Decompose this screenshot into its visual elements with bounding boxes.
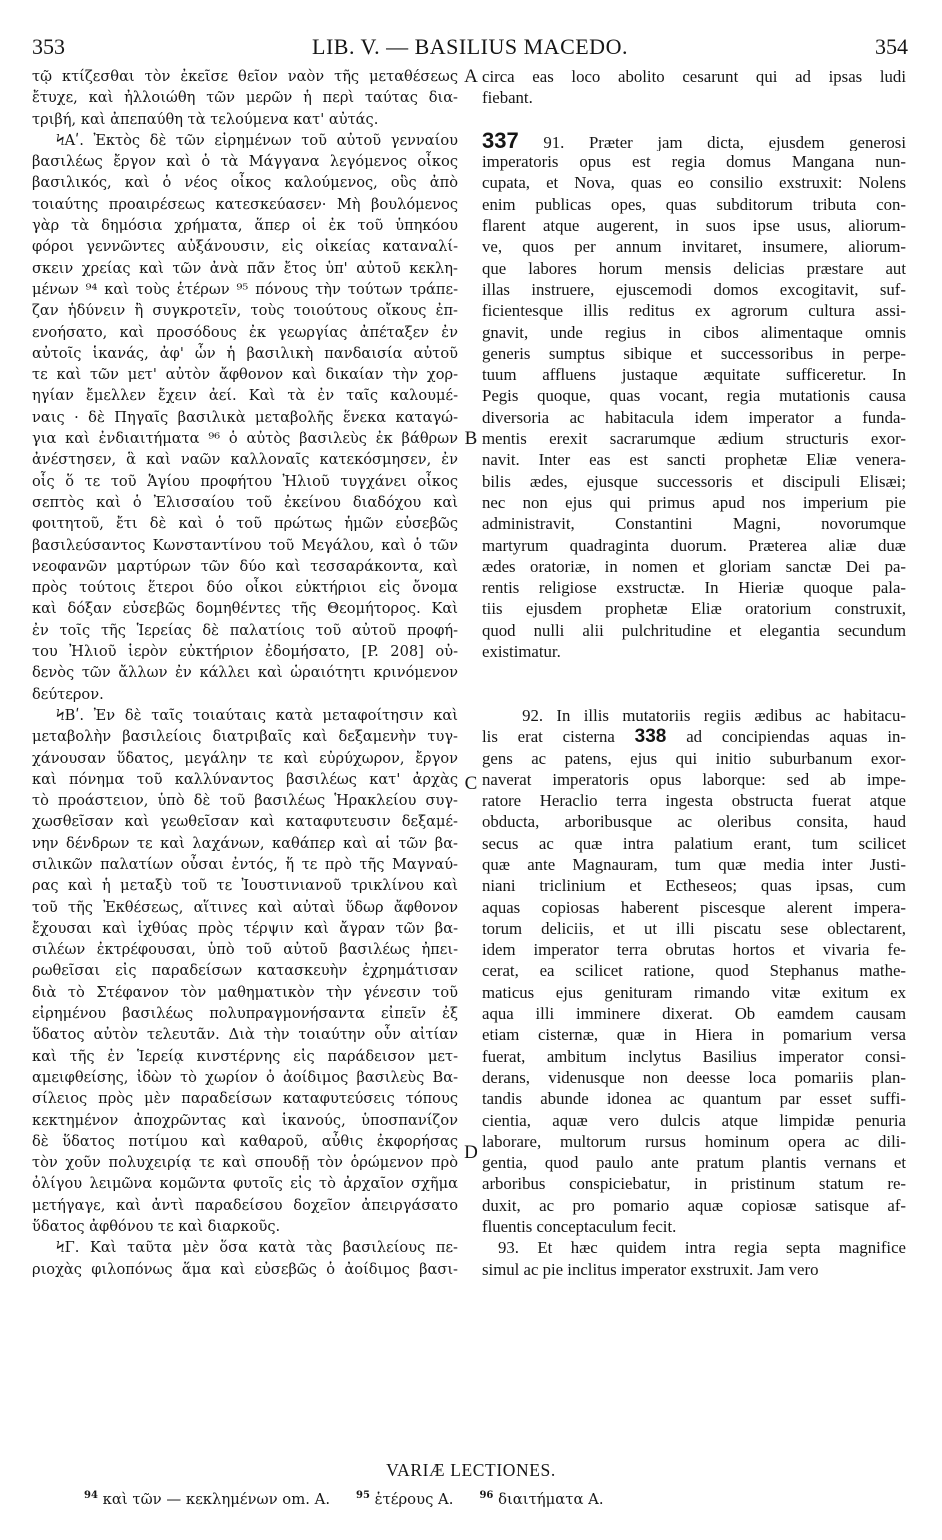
greek-line: ενοήσατο, καὶ προσόδους ἐκ γεωργίας ἀπέταξεν ἐν [32,323,458,341]
latin-line: 92. In illis mutatoriis regiis ædibus ac habitacu- [522,705,906,725]
section-marker-b: B [464,428,478,449]
greek-line: μεταβολὴν βασιλείοις διατριβαῖς καὶ δεξαμενὴν τυγ- [32,728,458,746]
latin-line: ratore Heraclio terra ingesta obstructa fuerat atque [482,791,906,811]
latin-line: simul ac pie inclitus imperator exstruxit. Jam vero [482,1259,819,1279]
latin-line: niani triclinium et Ectheseos; quas ipsas, cum [482,876,906,896]
latin-line: martyrum quadraginta duorum. Præterea aliæ duæ [482,535,906,555]
greek-line: τῷ κτίζεσθαι τὸν ἐκεῖσε θεῖον ναὸν τῆς μεταθέσεως [32,68,458,85]
latin-line: maticus ejus genituram rimando vitæ exitum ex [482,982,906,1002]
latin-line: fluentis conceptaculum fecit. [482,1217,677,1237]
latin-line: gnavit, unde regius in cibos alimentaque omnis [482,322,906,342]
section-marker-c: C [464,773,478,794]
latin-line: ve, quos per annum invitaret, insumere, aliorum- [482,237,906,257]
greek-line: τε καὶ τῶν μετ' αὐτὸν ἄφθονον καὶ δικαίαν τὴν χορ- [32,366,458,384]
latin-line: fuerat, ambitum inclytus Basilius imperator consi- [482,1046,906,1066]
greek-line: ἀνέστησεν, ἃ καὶ ναῶν καλλοναῖς κατεκόσμησεν, ἐν [32,451,458,469]
latin-line: tandis abunde idonea ac quantum par esset suffi- [482,1089,906,1109]
latin-line: gens ac patens, ejus qui initio suburbanum exor- [482,748,906,768]
latin-line: cupata, et Nova, quas eo consilio exstruxit: Nolens [482,173,906,193]
greek-line: δενὸς τῶν ἄλλων ἐν κάλλει καὶ ὡραιότητι κρινόμενον [32,664,458,682]
latin-line: enim publicas opes, quas subditorum tributa con- [482,194,906,214]
greek-line: ἔτυχε, καὶ ἠλλοιώθη τῶν μερῶν ἡ περὶ ταύτας δια- [32,89,458,107]
greek-line: κεκτημένον ἀποχρῶντας καὶ ἱκανούς, ὑποσπανίζον [32,1111,458,1129]
greek-line: τοῦ τῆς Ἐκθέσεως, αἵτινες καὶ αὐταὶ ὕδωρ ἄφθονον [32,898,458,916]
latin-line: generis sumptus sibique et successoribus in perpe- [482,343,906,363]
latin-line: mentis erexit sacrarumque ædium structuris exor- [482,429,906,449]
latin-line: navit. Inter eas est sancti prophetæ Eliæ venera- [482,450,906,470]
footnote-number: 96 [479,1490,494,1501]
footnote-text: διαιτήματα A. [498,1490,604,1508]
latin-line: nec non ejus qui primus apud nos imperium pie [482,492,906,512]
latin-text-column [482,66,906,1280]
greek-line: βασιλικός, καὶ ὁ νέος οἶκος καλούμενος, οὓς ἀπὸ [32,174,458,192]
variant-reading [356,1491,453,1508]
greek-line: μένων ⁹⁴ καὶ τοὺς ἑτέρων ⁹⁵ πόνους τὴν τούτων τράπε- [32,280,458,298]
latin-line: administravit, Constantini Magni, novorumque [482,514,906,534]
latin-line: tuum affluens justaque æquitate sufficeretur. In [482,365,906,385]
greek-line: τὸν χοῦν πολυχειρίᾳ τε καὶ σπουδῇ τὸν ὁρώμενον πρὸ [32,1154,458,1172]
greek-line: ϞΓ. Καὶ ταῦτα μὲν ὅσα κατὰ τὰς βασιλείους πε- [56,1239,458,1257]
latin-line: existimatur. [482,642,561,662]
greek-line: βασιλέως ἔργον καὶ ὁ τὰ Μάγγανα λεγόμενος οἶκος [32,153,458,171]
latin-line: que labores horum mensis delicias præstare aut [482,258,906,278]
latin-line: 93. Et hæc quidem intra regia septa magnifice [498,1238,906,1258]
paragraph-gap [482,662,906,683]
latin-line: lis erat cisterna 338 ad concipiendas aquas in- [482,726,906,748]
latin-line: 337 91. Præter jam dicta, ejusdem generosi [482,129,906,152]
greek-line: σιλικῶν παλατίων οὖσαι ἐντός, ἥ τε πρὸ τῆς Μαγναύ- [32,855,458,873]
footnote-number: 95 [356,1490,370,1501]
latin-line: secus ac quæ intra palatium erant, tum scilicet [482,833,906,853]
greek-line: χάνουσαν ὕδατος, μεγάλην τε καὶ εὐρύχωρον, ἔργον [32,749,458,767]
section-marker-d: D [464,1142,478,1163]
latin-line: arboribus conspiciebatur, in pristinum statum re- [482,1174,906,1194]
greek-line: πρὸς τούτοις ἕτεροι δύο οἶκοι εὐκτήριοι εἰς ὄνομα [32,579,458,597]
greek-line: ἐν τοῖς τῆς Ἱερείας δὲ παλατίοις τοῦ αὐτοῦ προφή- [32,621,458,639]
greek-line: διὰ τὸ Στέφανον τὸν μαθηματικὸν τὴν γένεσιν τοῦ [32,983,458,1001]
latin-line: etiam cisternæ, quæ in Hiera in pomarium versa [482,1025,906,1045]
latin-line: circa eas loco abolito cesarunt qui ad ipsas ludi [482,67,906,86]
greek-line: τοιαύτης προαιρέσεως κατεσκεύασεν· Μὴ βουλόμενος [32,195,458,213]
latin-line: illas instruere, ejuscemodi domos excogitavit, suf- [482,279,906,299]
greek-line: φοιτητοῦ, ἔτι δὲ καὶ ὁ τοῦ πρώτως ἡμῶν εὐσεβῶς [32,515,458,533]
latin-line: Pegis quoque, quas vocant, regia mutationis causa [482,386,906,406]
latin-line: diversoria ac habitacula idem imperator a funda- [482,407,906,427]
latin-line: derans, videnusque non deesse loca pomariis plan- [482,1067,906,1087]
greek-line: δεύτερον. [32,685,104,703]
greek-line: τριβή, καὶ ἀπεπαύθη τὰ τελούμενα κατ' αὐτάς. [32,110,379,128]
greek-line: για καὶ ἐνδιαιτήματα ⁹⁶ ὁ αὐτὸς βασιλεὺς ἐκ βάθρων [32,430,458,448]
footnote-number: 94 [84,1490,98,1501]
greek-line: ηγίαν ἔμελλεν ἔχειν ἀεί. Καὶ τὰ ἐν ταῖς καλουμέ- [32,387,458,405]
latin-line: quod nulli alii pulchritudine et elegantia secundum [482,620,906,640]
latin-line: rentis religiose exstructæ. In Hieriæ quoque pala- [482,578,906,598]
greek-line: σεπτὸς καὶ ὁ Ἐλισσαίου τοῦ ἐκείνου διαδόχου καὶ [32,493,458,511]
latin-line: naverat imperatoris opus laborque: sed ab impe- [482,769,906,789]
greek-line: φόροι γεννῶντες αὐξάνουσιν, εἰς οἰκείας καταναλί- [32,238,458,256]
greek-line: του Ἠλιοῦ ἱερὸν εὐκτήριον ἐδομήσατο, [P. 208] οὐ- [32,643,458,661]
latin-line: quæ ante Magnauram, tum quæ media inter Justi- [482,854,906,874]
latin-line: ficientesque illis reditus ex agrorum cultura assi- [482,301,906,321]
greek-line: καὶ πόνημα τοῦ καλλύναντος βασιλέως κατ' ἀρχὰς [32,770,458,788]
latin-line: imperatoris opus est regia domus Mangana nun- [482,152,906,172]
greek-line: τὸ προάστειον, ὑπὸ δὲ τοῦ βασιλέως Ἡρακλείου συγ- [32,792,458,810]
greek-line: ναις · δὲ Πηγαῖς βασιλικὰ μεταβολῆς ἕνεκα καταγώ- [32,408,458,426]
latin-line: fiebant. [482,88,533,108]
latin-line: obducta, arboribusque ac oleribus consita, haud [482,812,906,832]
greek-line: βασιλεύσαντος Κωνσταντίνου τοῦ Μεγάλου, καὶ ὁ τῶν [32,536,458,554]
greek-line: ϞΑʹ. Ἐκτὸς δὲ τῶν εἰρημένων τοῦ αὐτοῦ γενναίου [56,131,458,149]
greek-line: χωσθεῖσαν καὶ γεωθεῖσαν καὶ καταφυτευσιν δεξαμέ- [32,813,458,831]
greek-line: καὶ τῆς ἐν Ἱερείᾳ κινστέρνης εἰς παράδεισον μετ- [32,1047,458,1065]
greek-line: νην δένδρων τε καὶ λαχάνων, καθάπερ καὶ αἱ τῶν βα- [32,834,458,852]
page-number-right: 354 [875,34,908,59]
variant-reading [84,1491,330,1508]
greek-line: ἔχουσαι καὶ ἰχθύας πρὸς τέρψιν καὶ ἄγραν τῶν βα- [32,919,458,937]
greek-line: ρας καὶ ἡ μεταξὺ τοῦ τε Ἰουστινιανοῦ τρικλίνου καὶ [32,877,458,895]
latin-line: duxit, ac pro pomario aquæ copiosæ satisque af- [482,1195,906,1215]
footnote-text: ἑτέρους A. [374,1490,454,1508]
latin-line: cientia, aquæ vero dulcis atque limpidæ penuria [482,1110,906,1130]
latin-line: tiis ejusdem prophetæ Eliæ oratorium construxit, [482,599,906,619]
greek-line: εἰρημένου βασιλέως πολυπραγμονήσαντα εἰπεῖν ἐξ [32,1005,458,1023]
greek-text-column [32,66,458,1280]
greek-line: καὶ δόξαν εὐσεβῶς δομηθέντες τῆς Θεομήτορος. Καὶ [32,600,458,618]
latin-line: bilis ædes, ejusque successoris et discipuli Elisæi; [482,471,906,491]
latin-line: laborare, multorum rursus hominum opera ac dili- [482,1131,906,1151]
greek-line: ζαν ἡδύνειν ἢ συγκροτεῖν, τοὺς τοιούτους οἴκους ἐπ- [32,302,458,320]
greek-line: ὕδατος ἀφθόνου τε καὶ διαρκοῦς. [32,1218,281,1236]
variae-lectiones-title: VARIÆ LECTIONES. [386,1460,556,1480]
greek-line: ρωθεῖσαι εἰς παραδείσων κατασκευὴν ἐχρημάτισαν [32,962,458,980]
greek-line: ὀλίγου λειμῶνα κομῶντα φυτοῖς εἰς τὸ ἀρχαῖον σχῆμα [32,1175,458,1193]
variant-readings [84,1485,904,1510]
greek-line: δὲ ὕδατος ποτίμου καὶ καθαροῦ, αὖθις ἐκφορήσας [32,1132,458,1150]
latin-line: gentia, quod paulo ante pratum plantis vernans et [482,1153,906,1173]
section-marker-a: A [464,66,478,87]
greek-line: μετήγαγε, καὶ ἀντὶ παραδείσου δοχεῖον ἀπειργάσατο [32,1196,458,1214]
greek-line: σιλέων ἐκτρέφουσαι, ὑπὸ τοῦ αὐτοῦ βασιλέως ἠπει- [32,941,458,959]
page-number-left: 353 [32,34,65,59]
margin-page-number: 338 [634,726,667,748]
margin-page-number: 337 [482,129,519,152]
paragraph-gap [482,109,906,130]
greek-line: ϞΒʹ. Ἐν δὲ ταῖς τοιαύταις κατὰ μεταφοίτησιν καὶ [56,706,458,724]
greek-line: ὕδατος αὐτὸν τελευτᾶν. Διὰ τὴν τοιαύτην οὖν αἰτίαν [32,1026,458,1044]
latin-line: aqua illi imminere dixerat. Ob eamdem causam [482,1004,906,1024]
paragraph-gap [482,684,906,705]
latin-line: ædes oratoriæ, in nomen et gloriam sanctæ Dei pa- [482,556,906,576]
latin-line: aquas copiosas haberent piscesque alerent impera- [482,897,906,917]
greek-line: αὐτοῖς ἱκανάς, ἀφ' ὧν ἡ βασιλικὴ πανδαισία αὐτοῦ [32,344,458,362]
running-title: LIB. V. — BASILIUS MACEDO. [312,34,628,59]
greek-line: νεοφανῶν μαρτύρων τῶν δύο καὶ τεσσαράκοντα, καὶ [32,557,458,575]
latin-line: idem imperator terra obrutas hortos et vivaria fe- [482,940,906,960]
latin-line: cerat, ea scilicet ratione, quod Stephanus mathe- [482,961,906,981]
greek-line: σκειν χρείας καὶ τῶν ἀνὰ πᾶν ἔτος ὑπ' αὐτοῦ κεκλη- [32,259,458,277]
greek-line: ριοχὰς φιλοπόνως ἅμα καὶ εὐσεβῶς ὁ ἀοίδιμος βασι- [32,1260,458,1278]
greek-line: οἷς ὅ τε τοῦ Ἁγίου προφήτου Ἠλιοῦ τυγχάνει οἶκος [32,472,458,490]
latin-line: torum deliciis, et ut illi piscatu sese oblectarent, [482,918,906,938]
footnote-text: καὶ τῶν — κεκλημένων om. A. [102,1490,331,1508]
greek-line: αμειφθείσης, ἰδὼν τὸ χωρίον ὁ ἀοίδιμος βασιλεὺς Βα- [32,1068,458,1086]
greek-line: σίλειος πρὸς μὲν παραδείσων καταφυτεύσεις τόπους [32,1090,458,1108]
variant-reading [479,1491,603,1508]
latin-line: flarent atque augerent, in suos ipse usus, aliorum- [482,216,906,236]
greek-line: γὰρ τὰ δημόσια χρήματα, ἅπερ οἱ ἐκ τοῦ ὑπηκόου [32,217,458,235]
running-header [32,34,908,64]
